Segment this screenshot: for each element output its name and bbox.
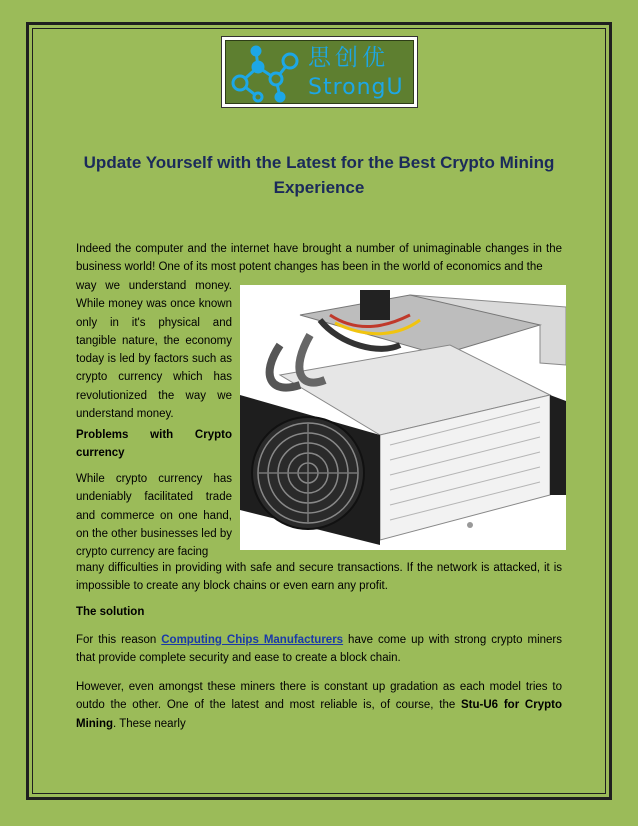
product-name: Stu-U6 for Crypto Mining — [76, 699, 562, 730]
problems-heading: Problems with Crypto currency — [76, 429, 232, 460]
however-paragraph — [76, 678, 562, 733]
page-title: Update Yourself with the Latest for the Best Crypto Mining Experience — [83, 153, 555, 197]
solution-heading: The solution — [76, 606, 145, 618]
strongu-logo — [221, 36, 418, 108]
solution-paragraph — [76, 631, 562, 668]
logo-chinese-text: 思创优 — [308, 45, 389, 71]
logo-background — [225, 40, 414, 104]
molecule-icon — [228, 43, 308, 105]
computing-chips-link[interactable]: Computing Chips Manufacturers — [161, 634, 344, 646]
solution-suffix: have come up with strong crypto miners that provide complete security and ease to create a block chain. — [76, 634, 562, 665]
logo-english-text: StrongU — [308, 75, 404, 100]
however-prefix: However, even amongst these miners there is constant up gradation as each model tries to outdo the other. One of the latest and most reliable is, of course, the — [76, 681, 562, 712]
intro-paragraph-top: Indeed the computer and the internet have brought a number of unimaginable changes in the business world! One of its most potent changes has been in the world of economics and the — [76, 243, 562, 274]
problems-paragraph-full: many difficulties in providing with safe and secure transactions. If the network is attacked, it is impossible to create any block chains or even earn any profit. — [76, 562, 562, 593]
solution-prefix: For this reason — [76, 634, 162, 646]
problems-paragraph-column: While crypto currency has undeniably facilitated trade and commerce on one hand, on the other businesses led by crypto currency are facing — [76, 473, 232, 559]
crypto-miner-image — [240, 285, 566, 550]
however-suffix: . These nearly — [113, 717, 186, 730]
intro-paragraph-column: way we understand money. While money was once known only in it's physical and tangible nature, the economy today is led by factors such as crypto currency which has revolutionized the way we understand money. — [76, 280, 232, 421]
